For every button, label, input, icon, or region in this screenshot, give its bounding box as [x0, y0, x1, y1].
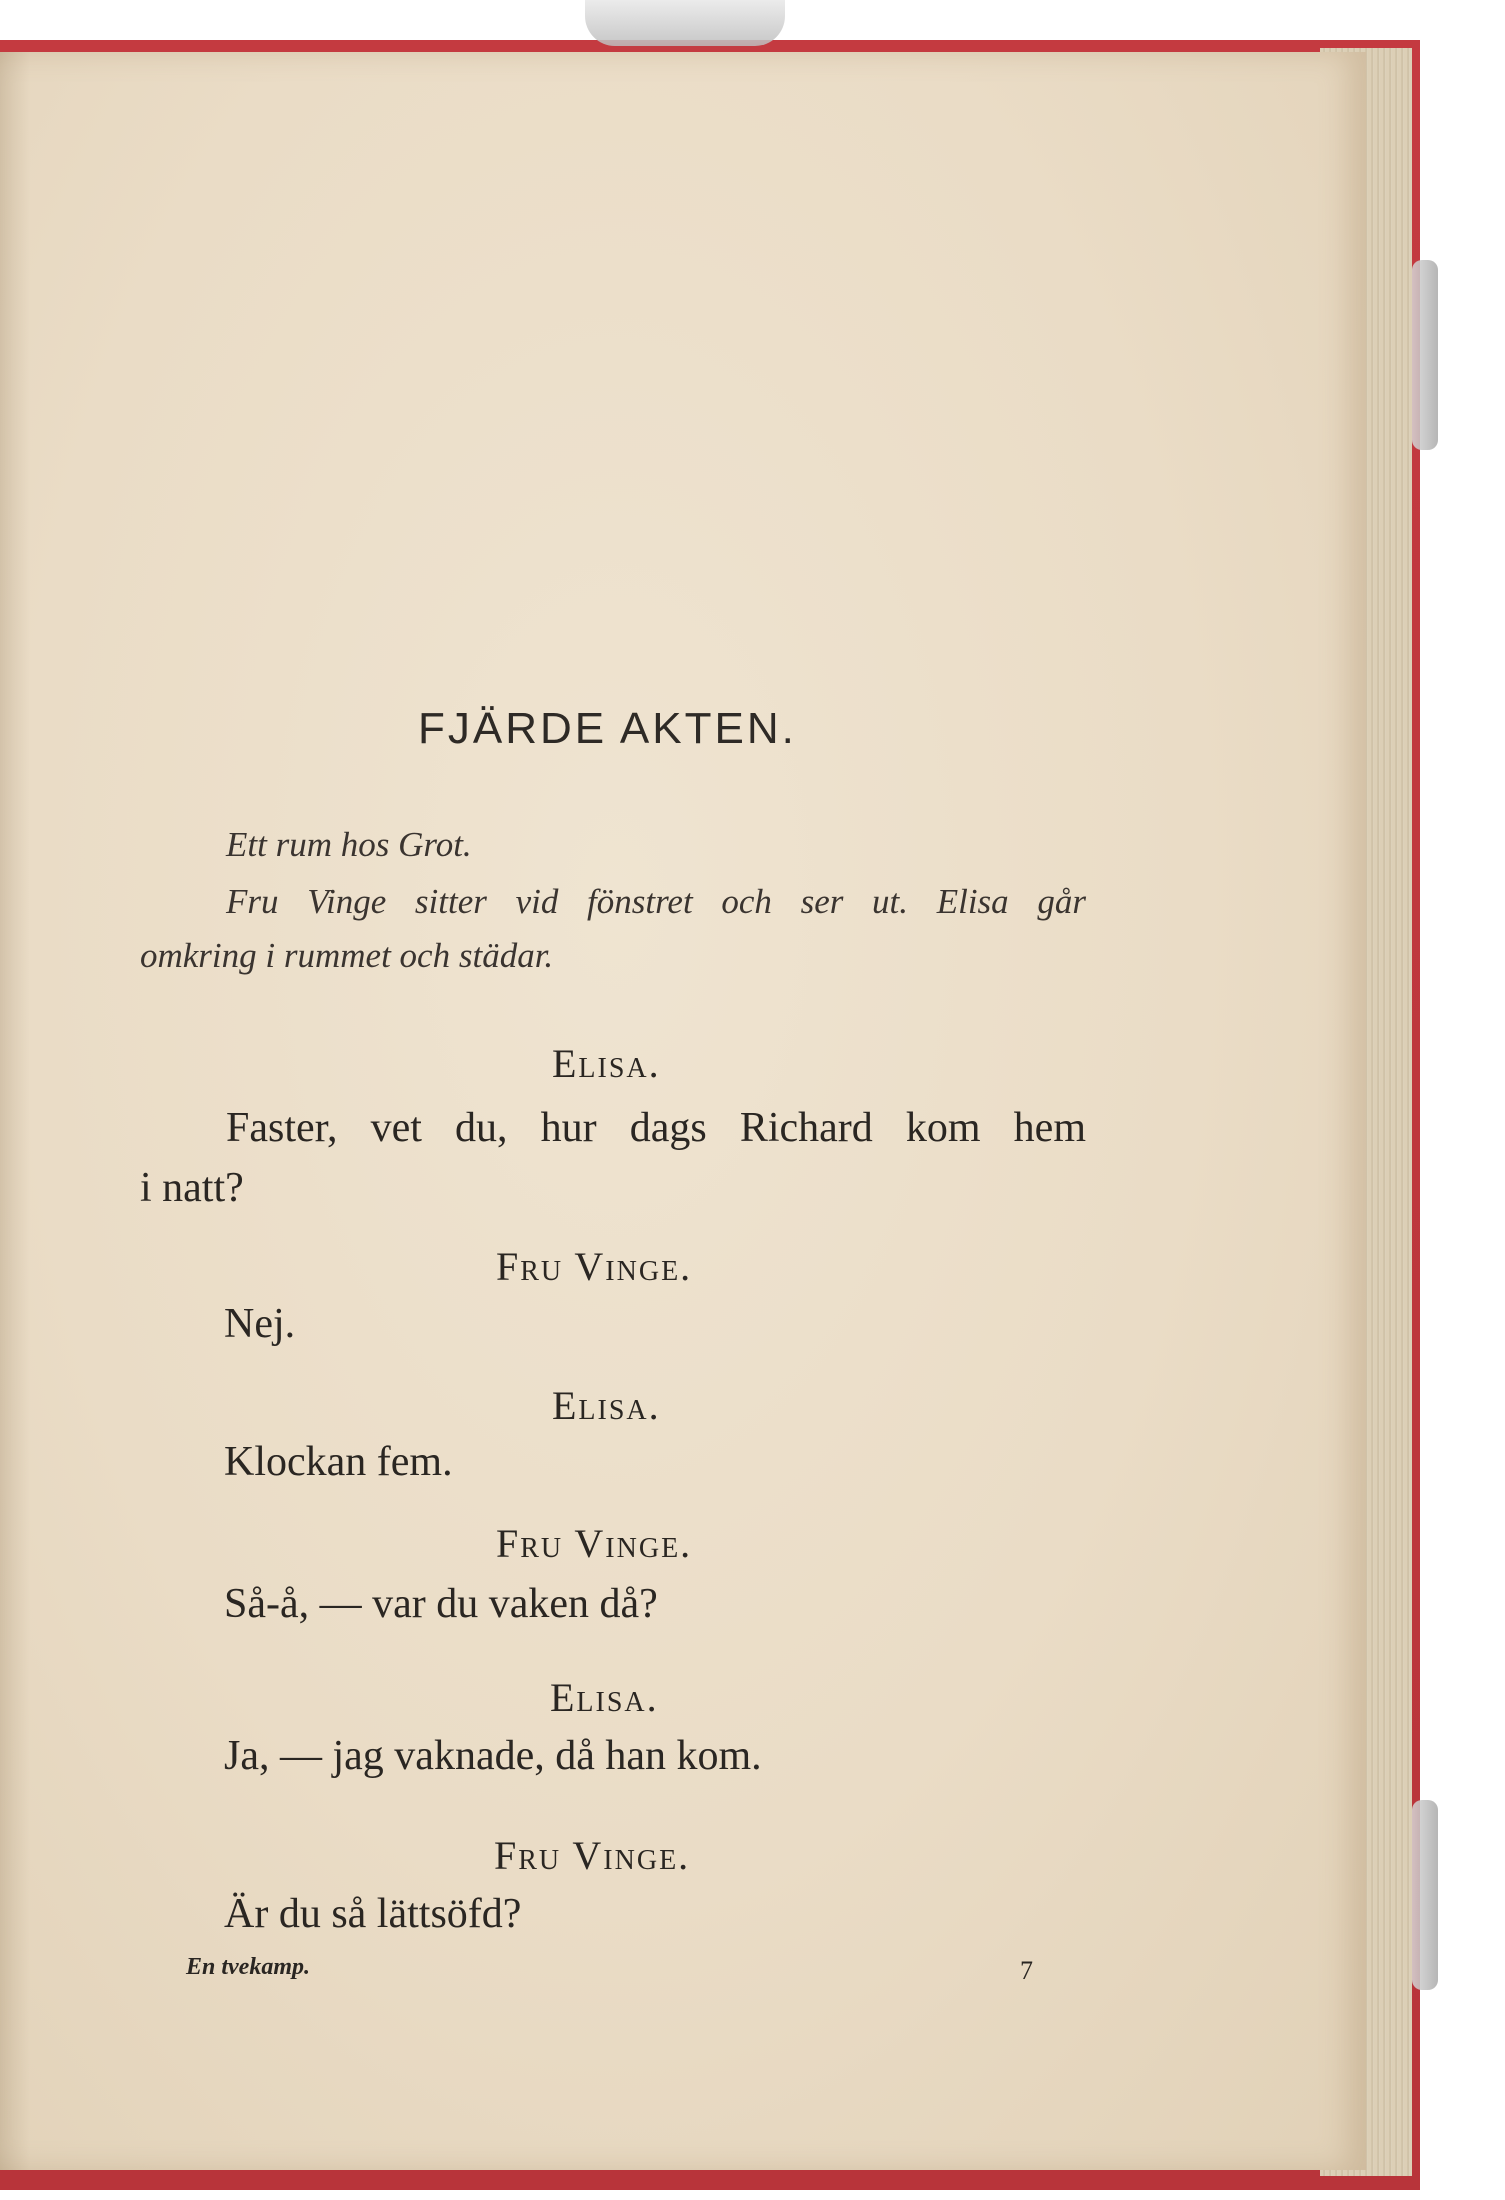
stage-direction-line-1: Fru Vinge sitter vid fönstret och ser ut. Elisa går: [226, 882, 1086, 921]
signature-mark: 7: [1020, 1956, 1033, 1985]
speaker-name: Fru Vinge.: [494, 1833, 691, 1878]
side-clip-upper: [1412, 260, 1438, 450]
speaker-name: Fru Vinge.: [496, 1521, 693, 1566]
speaker-name: Elisa.: [552, 1041, 661, 1086]
dialogue-line: Är du så lättsöfd?: [224, 1891, 522, 1937]
dialogue-line: Nej.: [224, 1301, 296, 1347]
dialogue-line: i natt?: [140, 1165, 244, 1211]
speaker-name: Fru Vinge.: [496, 1244, 693, 1289]
speaker-name: Elisa.: [550, 1675, 659, 1720]
dialogue-line: Faster, vet du, hur dags Richard kom hem: [226, 1105, 1086, 1151]
signature-title: En tvekamp.: [186, 1954, 310, 1980]
speaker-name: Elisa.: [552, 1383, 661, 1428]
dialogue-line: Klockan fem.: [224, 1439, 453, 1485]
side-clip-lower: [1412, 1800, 1438, 1990]
spine-shadow: [0, 52, 30, 2170]
dialogue-line: Så-å, — var du vaken då?: [224, 1581, 658, 1627]
act-heading: FJÄRDE AKTEN.: [418, 704, 797, 753]
stage-direction-line-2: omkring i rummet och städar.: [140, 936, 554, 975]
dialogue-line: Ja, — jag vaknade, då han kom.: [224, 1733, 762, 1779]
stage-direction-setting: Ett rum hos Grot.: [226, 825, 472, 864]
top-clip: [585, 0, 785, 46]
